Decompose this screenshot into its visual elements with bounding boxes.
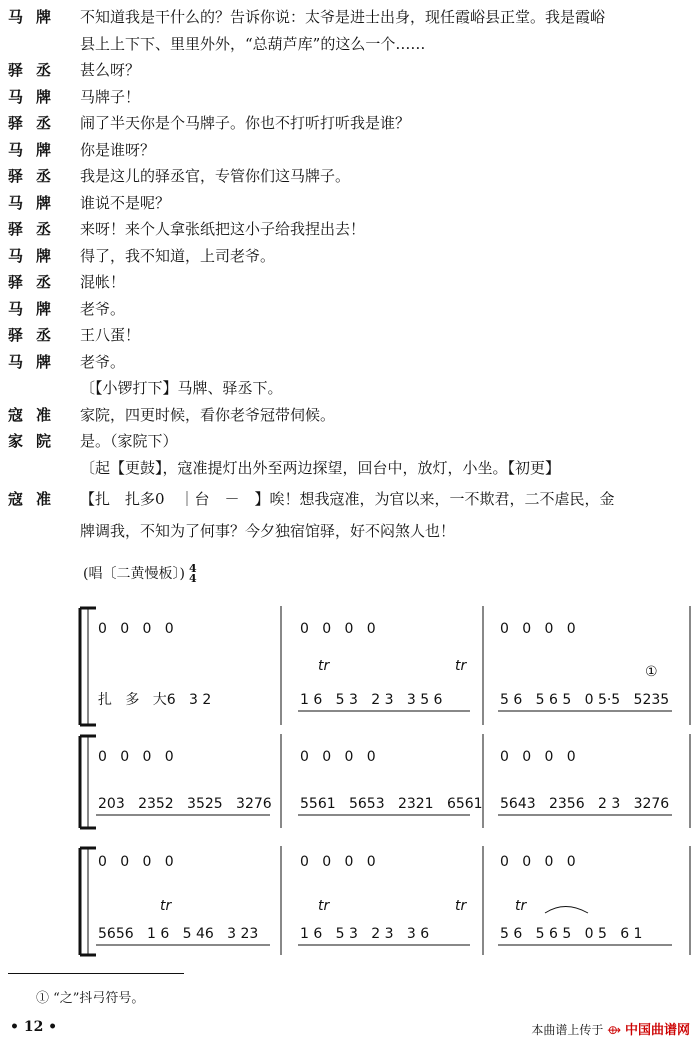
lower-measure: 1 6 5 3 2 3 3 6	[300, 926, 430, 942]
line-text: 县上上下下、里里外外，“总葫芦库”的这么一个……	[80, 34, 426, 53]
trill-mark: tr	[515, 898, 527, 914]
speaker: 马牌	[8, 352, 65, 371]
upper-measure: 0 0 0 0	[500, 854, 576, 870]
speaker: 家院	[8, 432, 65, 450]
lower-measure: 5 6 5 6 5 0 5 6 1	[500, 926, 643, 942]
lower-measure: 5 6 5 6 5 0 5·5 5235	[500, 692, 670, 708]
footnote: ① “之”抖弓符号。	[36, 991, 145, 1006]
upload-text: 本曲谱上传于	[531, 1023, 604, 1037]
line-text: 老爷。	[80, 352, 126, 371]
line-text: 甚么呀？	[80, 61, 141, 79]
score-system-1	[80, 606, 690, 725]
upper-measure: 0 0 0 0	[98, 749, 174, 765]
line-text: 我是这儿的驿丞官，专管你们这马牌子。	[80, 167, 351, 185]
trill-mark: tr	[160, 898, 172, 914]
line-text: 王八蛋！	[80, 326, 141, 344]
line-text: 家院，四更时候，看你老爷冠带伺候。	[80, 405, 336, 424]
trill-mark: tr	[318, 898, 330, 914]
meter-top: 4	[188, 562, 197, 575]
slur	[545, 907, 588, 914]
upload-credit	[531, 1019, 690, 1038]
upper-measure: 0 0 0 0	[500, 621, 576, 637]
lower-measure: 5656 1 6 5 46 3 23	[98, 926, 259, 942]
speaker: 驿丞	[8, 326, 65, 344]
lower-measure: 5561 5653 2321 6561	[300, 796, 483, 812]
line-text: 老爷。	[80, 299, 126, 318]
speaker: 驿丞	[8, 167, 65, 185]
upper-measure: 0 0 0 0	[300, 749, 376, 765]
line-text: 牌调我，不知为了何事？今夕独宿馆驿，好不闷煞人也！	[80, 521, 456, 540]
line-text: 你是谁呀？	[80, 140, 156, 159]
page-number: • 12 •	[10, 1019, 58, 1035]
aria-label: (唱〔二黄慢板〕)	[83, 566, 185, 582]
line-text: 〔【小锣打下】马牌、驿丞下。	[80, 379, 283, 397]
line-text: 混帐！	[80, 273, 126, 291]
upper-measure: 0 0 0 0	[300, 621, 376, 637]
line-text: 【扎 扎多0 ｜台 － 】唉！想我寇准，为官以来，一不欺君，二不虐民，金	[80, 490, 615, 508]
speaker: 马牌	[8, 8, 65, 26]
upper-measure: 0 0 0 0	[98, 854, 174, 870]
lower-measure: 5643 2356 2 3 3276	[500, 796, 670, 812]
meter-bottom: 4	[188, 572, 197, 585]
speaker: 驿丞	[8, 114, 65, 132]
upper-measure: 0 0 0 0	[500, 749, 576, 765]
score-system-3	[80, 846, 690, 955]
line-text: 不知道我是干什么的？告诉你说：太爷是进士出身，现任霞峪县正堂。我是霞峪	[80, 8, 606, 26]
line-text: 谁说不是呢？	[80, 193, 171, 212]
footnote-marker: ①	[645, 664, 658, 680]
lower-measure: 1 6 5 3 2 3 3 5 6	[300, 692, 443, 708]
trill-mark: tr	[455, 898, 467, 914]
upper-measure: 0 0 0 0	[98, 621, 174, 637]
line-text: 得了，我不知道，上司老爷。	[80, 246, 276, 265]
line-text: 是。（家院下）	[80, 432, 178, 450]
speaker: 马牌	[8, 246, 65, 265]
speaker: 驿丞	[8, 61, 65, 79]
line-text: 〔起【更鼓】，寇准提灯出外至两边探望，回台中，放灯，小坐。【初更】	[80, 458, 561, 477]
speaker: 驿丞	[8, 220, 65, 238]
brand-icon: ⟴	[607, 1023, 622, 1037]
speaker: 马牌	[8, 87, 65, 106]
line-text: 来呀！来个人拿张纸把这小子给我捏出去！	[80, 220, 366, 238]
trill-mark: tr	[318, 658, 330, 674]
upper-measure: 0 0 0 0	[300, 854, 376, 870]
speaker: 马牌	[8, 193, 65, 212]
line-text: 马牌子！	[80, 87, 141, 106]
lower-measure: 203 2352 3525 3276	[98, 796, 272, 812]
lower-measure: 扎 多 大6 3 2	[98, 692, 212, 708]
footnote-rule	[8, 973, 184, 974]
line-text: 闹了半天你是个马牌子。你也不打听打听我是谁？	[80, 114, 411, 132]
brand-name[interactable]: 中国曲谱网	[624, 1023, 690, 1038]
speaker: 马牌	[8, 140, 65, 159]
speaker: 寇准	[8, 490, 65, 508]
speaker: 寇准	[8, 405, 65, 424]
score-system-2	[80, 734, 690, 828]
speaker: 马牌	[8, 299, 65, 318]
speaker: 驿丞	[8, 273, 65, 291]
trill-mark: tr	[455, 658, 467, 674]
